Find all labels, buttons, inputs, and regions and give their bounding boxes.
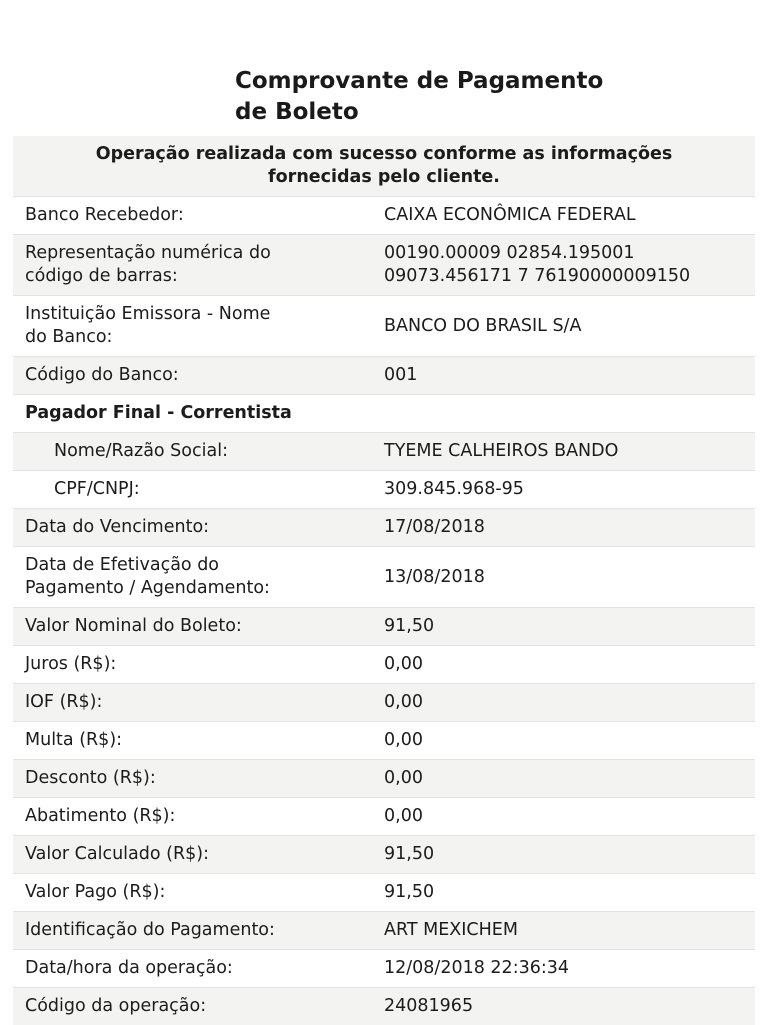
row-label: Desconto (R$): bbox=[13, 760, 384, 798]
table-row-valor-pago bbox=[13, 874, 755, 912]
row-value: 001 bbox=[384, 357, 755, 395]
row-label: Data de Efetivação do Pagamento / Agendamento: bbox=[13, 547, 384, 608]
row-value: 309.845.968-95 bbox=[384, 471, 755, 509]
row-label: IOF (R$): bbox=[13, 684, 384, 722]
page-title-line-2: de Boleto bbox=[235, 97, 603, 128]
success-message: Operação realizada com sucesso conforme as informações fornecidas pelo cliente. bbox=[13, 136, 755, 197]
table-row-nome bbox=[13, 433, 755, 471]
row-value: 0,00 bbox=[384, 722, 755, 760]
table-row-instituicao-emissora bbox=[13, 296, 755, 357]
row-value: 13/08/2018 bbox=[384, 547, 755, 608]
row-label: Representação numérica do código de barras: bbox=[13, 235, 384, 296]
table-row-codigo-barras bbox=[13, 235, 755, 296]
row-label: Instituição Emissora - Nome do Banco: bbox=[13, 296, 384, 357]
row-label: Multa (R$): bbox=[13, 722, 384, 760]
row-label: CPF/CNPJ: bbox=[13, 471, 384, 509]
table-row-data-hora bbox=[13, 950, 755, 988]
table-row-codigo-banco bbox=[13, 357, 755, 395]
row-label: Código do Banco: bbox=[13, 357, 384, 395]
table-row-valor-nominal bbox=[13, 608, 755, 646]
table-row-desconto bbox=[13, 760, 755, 798]
row-label: Data/hora da operação: bbox=[13, 950, 384, 988]
row-value: CAIXA ECONÔMICA FEDERAL bbox=[384, 197, 755, 235]
row-label: Abatimento (R$): bbox=[13, 798, 384, 836]
row-value: 17/08/2018 bbox=[384, 509, 755, 547]
table-row-iof bbox=[13, 684, 755, 722]
row-value: 0,00 bbox=[384, 760, 755, 798]
table-row-codigo-operacao bbox=[13, 988, 755, 1025]
row-value: 91,50 bbox=[384, 874, 755, 912]
receipt-table bbox=[13, 136, 755, 1025]
table-row-juros bbox=[13, 646, 755, 684]
table-row-banco-recebedor bbox=[13, 197, 755, 235]
row-label: Valor Pago (R$): bbox=[13, 874, 384, 912]
table-row-valor-calculado bbox=[13, 836, 755, 874]
table-row-cpf bbox=[13, 471, 755, 509]
row-value: ART MEXICHEM bbox=[384, 912, 755, 950]
table-row-abatimento bbox=[13, 798, 755, 836]
table-row-vencimento bbox=[13, 509, 755, 547]
success-banner bbox=[13, 136, 755, 197]
row-value: 91,50 bbox=[384, 608, 755, 646]
page-title bbox=[235, 66, 603, 128]
section-title: Pagador Final - Correntista bbox=[13, 395, 755, 433]
row-value: 0,00 bbox=[384, 684, 755, 722]
row-label: Código da operação: bbox=[13, 988, 384, 1025]
section-header-pagador bbox=[13, 395, 755, 433]
row-label: Banco Recebedor: bbox=[13, 197, 384, 235]
row-value: 0,00 bbox=[384, 646, 755, 684]
table-row-multa bbox=[13, 722, 755, 760]
row-value: 12/08/2018 22:36:34 bbox=[384, 950, 755, 988]
row-label: Identificação do Pagamento: bbox=[13, 912, 384, 950]
row-value: 24081965 bbox=[384, 988, 755, 1025]
row-value: 91,50 bbox=[384, 836, 755, 874]
table-row-efetivacao bbox=[13, 547, 755, 608]
row-label: Valor Nominal do Boleto: bbox=[13, 608, 384, 646]
row-value: TYEME CALHEIROS BANDO bbox=[384, 433, 755, 471]
row-label: Juros (R$): bbox=[13, 646, 384, 684]
page-title-line-1: Comprovante de Pagamento bbox=[235, 66, 603, 97]
row-label: Nome/Razão Social: bbox=[13, 433, 384, 471]
table-row-identificacao bbox=[13, 912, 755, 950]
row-value: 00190.00009 02854.195001 09073.456171 7 76190000009150 bbox=[384, 235, 755, 296]
row-label: Data do Vencimento: bbox=[13, 509, 384, 547]
row-label: Valor Calculado (R$): bbox=[13, 836, 384, 874]
row-value: 0,00 bbox=[384, 798, 755, 836]
row-value: BANCO DO BRASIL S/A bbox=[384, 296, 755, 357]
